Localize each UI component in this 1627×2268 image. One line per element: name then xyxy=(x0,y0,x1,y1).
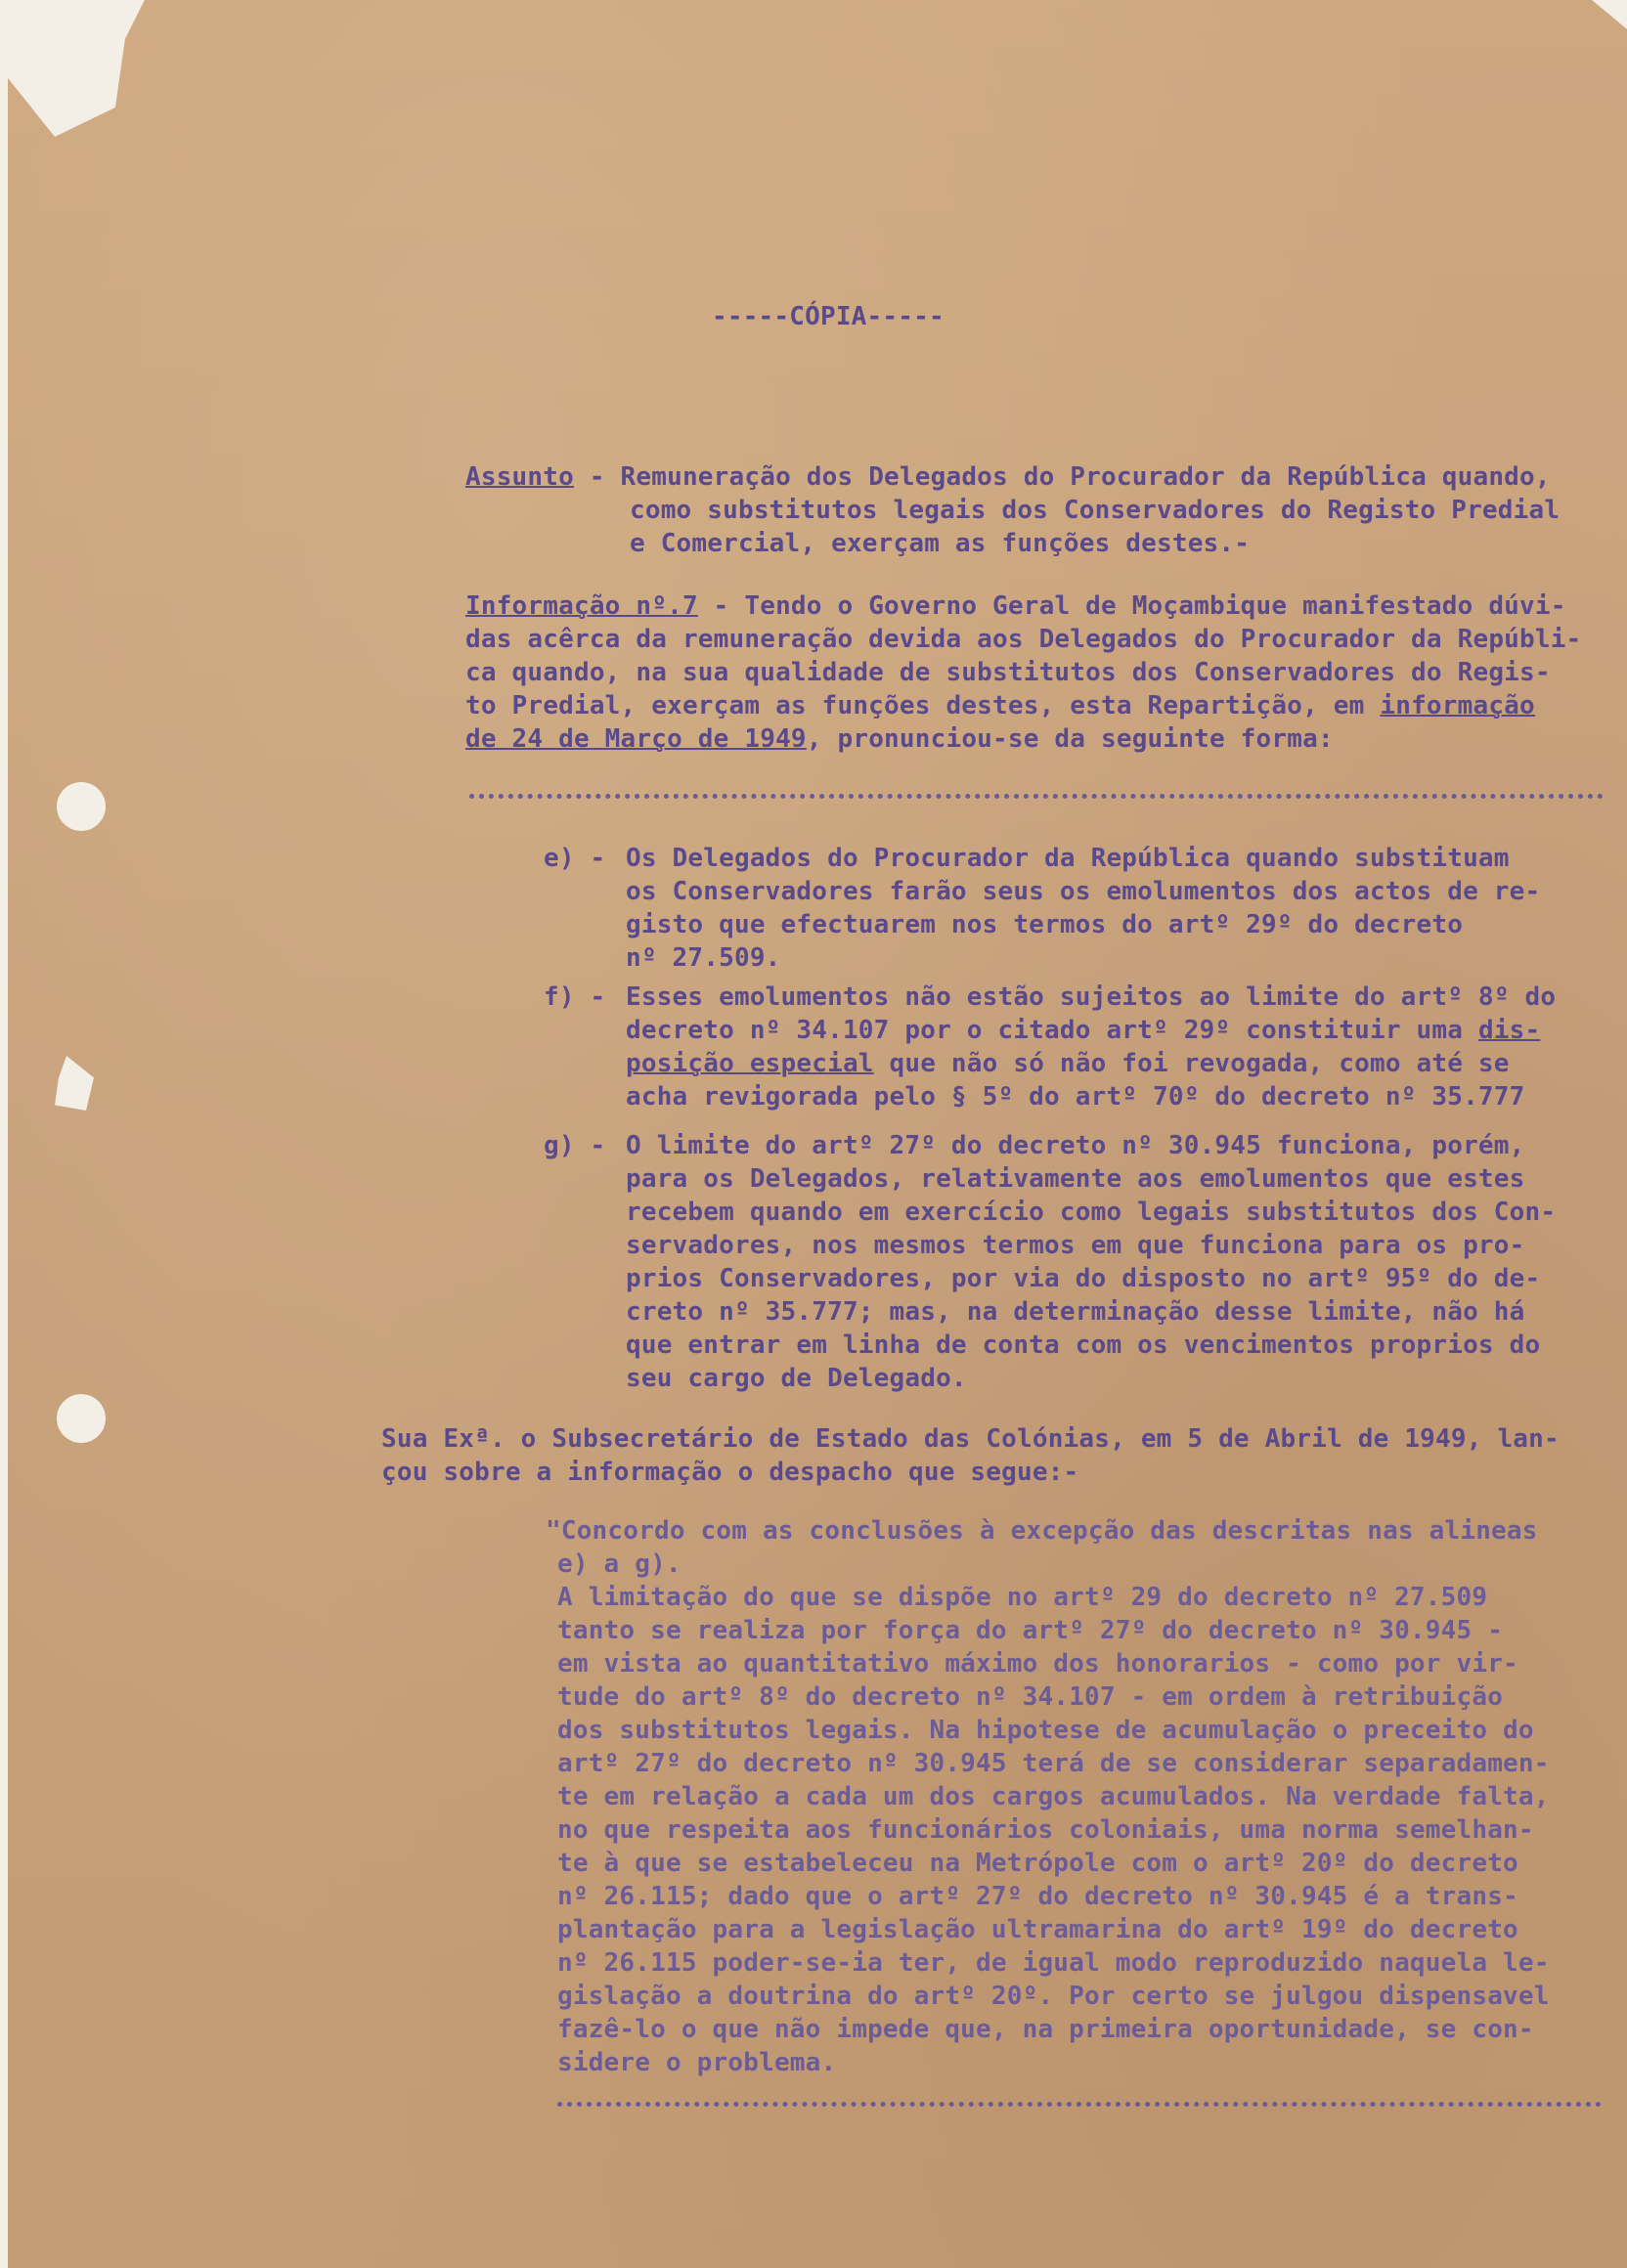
item-g-line-6: creto nº 35.777; mas, na determinação desse limite, não há xyxy=(626,1297,1525,1327)
item-g-line-7: que entrar em linha de conta com os vencimentos proprios do xyxy=(626,1330,1541,1360)
quote-line-7: dos substitutos legais. Na hipotese de acumulação o preceito do xyxy=(557,1716,1534,1745)
item-e-marker: e) - xyxy=(544,844,606,873)
quote-line-8: artº 27º do decreto nº 30.945 terá de se considerar separadamen- xyxy=(557,1749,1550,1778)
item-g-line-3: recebem quando em exercício como legais substitutos dos Con- xyxy=(626,1198,1557,1227)
quote-line-14: nº 26.115 poder-se-ia ter, de igual modo reproduzido naquela le- xyxy=(557,1948,1550,1978)
item-e-line-2: os Conservadores farão seus os emolumentos dos actos de re- xyxy=(626,877,1541,906)
item-e-line-1: Os Delegados do Procurador da República quando substituam xyxy=(626,844,1510,873)
item-g-line-2: para os Delegados, relativamente aos emolumentos que estes xyxy=(626,1164,1525,1194)
informacao-line-5 xyxy=(465,723,1334,755)
quote-line-10: no que respeita aos funcionários coloniais, uma norma semelhan- xyxy=(557,1815,1534,1845)
informacao-ref-2: de 24 de Março de 1949 xyxy=(465,724,807,754)
item-g-line-5: prios Conservadores, por via do disposto no artº 95º do de- xyxy=(626,1264,1541,1293)
quote-line-4: tanto se realiza por força do artº 27º do decreto nº 30.945 - xyxy=(557,1616,1504,1645)
despacho-line-1: Sua Exª. o Subsecretário de Estado das Colónias, em 5 de Abril de 1949, lan- xyxy=(381,1424,1560,1454)
item-f-text-3: que não só não foi revogada, como até se xyxy=(873,1049,1510,1078)
item-g-marker: g) - xyxy=(544,1131,606,1160)
assunto-line-2: como substitutos legais dos Conservadores do Registo Predial xyxy=(630,496,1561,525)
item-f-line-1: Esses emolumentos não estão sujeitos ao limite do artº 8º do xyxy=(626,982,1557,1012)
quote-line-12: nº 26.115; dado que o artº 27º do decreto nº 30.945 é a trans- xyxy=(557,1882,1518,1911)
informacao-line-3: ca quando, na sua qualidade de substitutos dos Conservadores do Regis- xyxy=(465,658,1551,687)
quote-line-5: em vista ao quantitativo máximo dos honorarios - como por vir- xyxy=(557,1649,1518,1679)
assunto-text-1: - Remuneração dos Delegados do Procurador da República quando, xyxy=(573,462,1551,492)
assunto-line-1 xyxy=(465,461,1551,493)
item-f-marker: f) - xyxy=(544,982,606,1012)
informacao-text-5: , pronunciou-se da seguinte forma: xyxy=(806,724,1334,754)
item-f-text-2: decreto nº 34.107 por o citado artº 29º constituir uma xyxy=(626,1016,1478,1045)
item-f-line-3 xyxy=(626,1048,1510,1079)
copy-header: -----CÓPIA----- xyxy=(712,302,945,331)
quote-line-15: gislação a doutrina do artº 20º. Por certo se julgou dispensavel xyxy=(557,1982,1550,2011)
item-e-line-4: nº 27.509. xyxy=(626,943,781,973)
quote-line-9: te em relação a cada um dos cargos acumulados. Na verdade falta, xyxy=(557,1782,1550,1811)
informacao-label: Informação nº.7 xyxy=(465,591,698,621)
informacao-ref-1: informação xyxy=(1380,691,1535,720)
item-g-line-4: servadores, nos mesmos termos em que funciona para os pro- xyxy=(626,1231,1525,1260)
item-f-line-4: acha revigorada pelo § 5º do artº 70º do decreto nº 35.777 xyxy=(626,1082,1525,1112)
quote-line-2: e) a g). xyxy=(557,1549,682,1579)
assunto-line-3: e Comercial, exerçam as funções destes.- xyxy=(630,529,1251,558)
item-e-line-3: gisto que efectuarem nos termos do artº 29º do decreto xyxy=(626,910,1464,939)
item-f-underline-1: dis- xyxy=(1477,1016,1541,1045)
despacho-line-2: çou sobre a informação o despacho que segue:- xyxy=(381,1458,1079,1487)
informacao-line-1 xyxy=(465,590,1566,622)
dotted-separator-bottom xyxy=(557,2102,1602,2107)
quote-line-11: te à que se estabeleceu na Metrópole com o artº 20º do decreto xyxy=(557,1849,1518,1878)
quote-line-16: fazê-lo o que não impede que, na primeira oportunidade, se con- xyxy=(557,2015,1534,2044)
dotted-separator-top xyxy=(469,794,1604,799)
item-f-underline-2: posição especial xyxy=(626,1049,874,1078)
informacao-line-4 xyxy=(465,690,1535,721)
quote-line-3: A limitação do que se dispõe no artº 29 do decreto nº 27.509 xyxy=(557,1583,1488,1612)
quote-line-6: tude do artº 8º do decreto nº 34.107 - em ordem à retribuição xyxy=(557,1682,1504,1712)
quote-line-13: plantação para a legislação ultramarina do artº 19º do decreto xyxy=(557,1915,1518,1944)
informacao-text-1: - Tendo o Governo Geral de Moçambique manifestado dúvi- xyxy=(697,591,1566,621)
item-f-line-2 xyxy=(626,1015,1540,1046)
punch-hole-top xyxy=(57,782,106,831)
quote-line-1: "Concordo com as conclusões à excepção das descritas nas alineas xyxy=(546,1516,1538,1546)
item-g-line-8: seu cargo de Delegado. xyxy=(626,1364,967,1393)
informacao-line-2: das acêrca da remuneração devida aos Delegados do Procurador da Repúbli- xyxy=(465,625,1582,654)
punch-hole-bottom xyxy=(57,1394,106,1443)
quote-line-17: sidere o problema. xyxy=(557,2048,837,2077)
assunto-label: Assunto xyxy=(465,462,574,492)
item-g-line-1: O limite do artº 27º do decreto nº 30.945 funciona, porém, xyxy=(626,1131,1525,1160)
informacao-text-4: to Predial, exerçam as funções destes, esta Repartição, em xyxy=(465,691,1381,720)
